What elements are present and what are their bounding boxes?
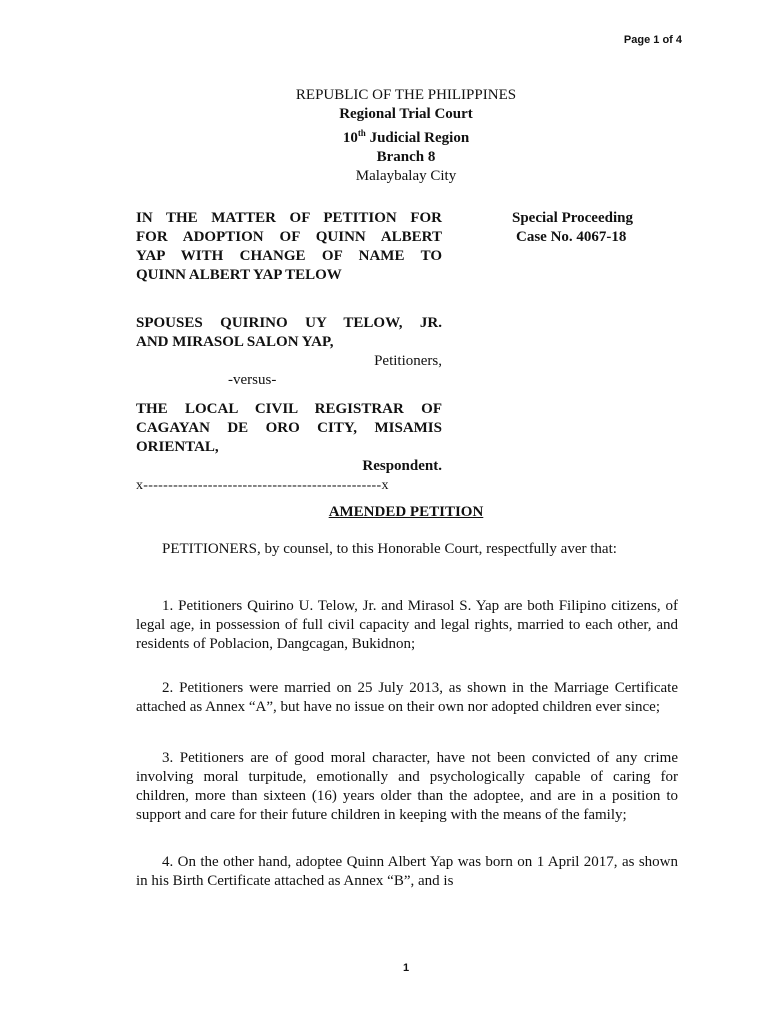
- respondent-line: ORIENTAL,: [136, 439, 219, 455]
- petitioners-line: SPOUSES QUIRINO UY TELOW, JR.: [136, 315, 442, 331]
- page-header-number: Page 1 of 4: [623, 34, 682, 46]
- paragraph-3: 3. Petitioners are of good moral character, have not been convicted of any crime involving moral turpitude, emotionally and psychologically capable of caring for children, more than sixteen (16) years older than the adoptee, and are in a position to support and care for their future children in keeping with the means of the family;: [136, 750, 678, 823]
- body-intro: [136, 540, 678, 559]
- matter-line: FOR ADOPTION OF QUINN ALBERT: [136, 229, 442, 245]
- region-number: 10: [342, 130, 358, 146]
- court-name: Regional Trial Court: [339, 106, 473, 122]
- respondent-caption: [136, 400, 442, 495]
- matter-line: QUINN ALBERT YAP TELOW: [136, 267, 342, 283]
- body-paragraph-3: [136, 749, 678, 825]
- court-branch: Branch 8: [376, 149, 436, 165]
- matter-caption: [136, 209, 442, 285]
- region-suffix: th: [357, 128, 366, 138]
- body-paragraph-2: [136, 679, 678, 717]
- caption-separator: x------------------------------------------------x: [136, 478, 389, 493]
- respondent-label: Respondent.: [362, 458, 442, 474]
- petitioners-caption: [136, 314, 442, 390]
- document-title: AMENDED PETITION: [328, 504, 484, 520]
- paragraph-2: 2. Petitioners were married on 25 July 2013, as shown in the Marriage Certificate attached as Annex “A”, but have no issue on their own nor adopted children ever since;: [136, 680, 678, 715]
- versus-label: -versus-: [228, 372, 277, 388]
- respondent-line: CAGAYAN DE ORO CITY, MISAMIS: [136, 420, 442, 436]
- paragraph-4: 4. On the other hand, adoptee Quinn Albert Yap was born on 1 April 2017, as shown in his Birth Certificate attached as Annex “B”, and is: [136, 854, 678, 889]
- proceeding-type: Special Proceeding: [512, 210, 633, 226]
- body-paragraph-4: [136, 853, 678, 891]
- matter-line: YAP WITH CHANGE OF NAME TO: [136, 248, 442, 264]
- case-number: Case No. 4067-18: [516, 229, 627, 245]
- case-number-block: [512, 209, 633, 247]
- court-country: REPUBLIC OF THE PHILIPPINES: [295, 87, 517, 103]
- body-paragraph-1: [136, 597, 678, 654]
- region-text: Judicial Region: [365, 130, 470, 146]
- court-region: [0, 124, 768, 148]
- respondent-line: THE LOCAL CIVIL REGISTRAR OF: [136, 401, 442, 417]
- petitioners-line: AND MIRASOL SALON YAP,: [136, 334, 334, 350]
- court-header: [0, 86, 768, 186]
- matter-line: IN THE MATTER OF PETITION FOR: [136, 210, 442, 226]
- footer-page-number: 1: [402, 962, 410, 974]
- court-city: Malaybalay City: [355, 168, 457, 184]
- petitioners-label: Petitioners,: [374, 353, 442, 369]
- paragraph-1: 1. Petitioners Quirino U. Telow, Jr. and Mirasol S. Yap are both Filipino citizens, of legal age, in possession of full civil capacity and legal rights, married to each other, and residents of Poblacion, Dangcagan, Bukidnon;: [136, 598, 678, 652]
- paragraph-intro: PETITIONERS, by counsel, to this Honorable Court, respectfully aver that:: [162, 541, 617, 557]
